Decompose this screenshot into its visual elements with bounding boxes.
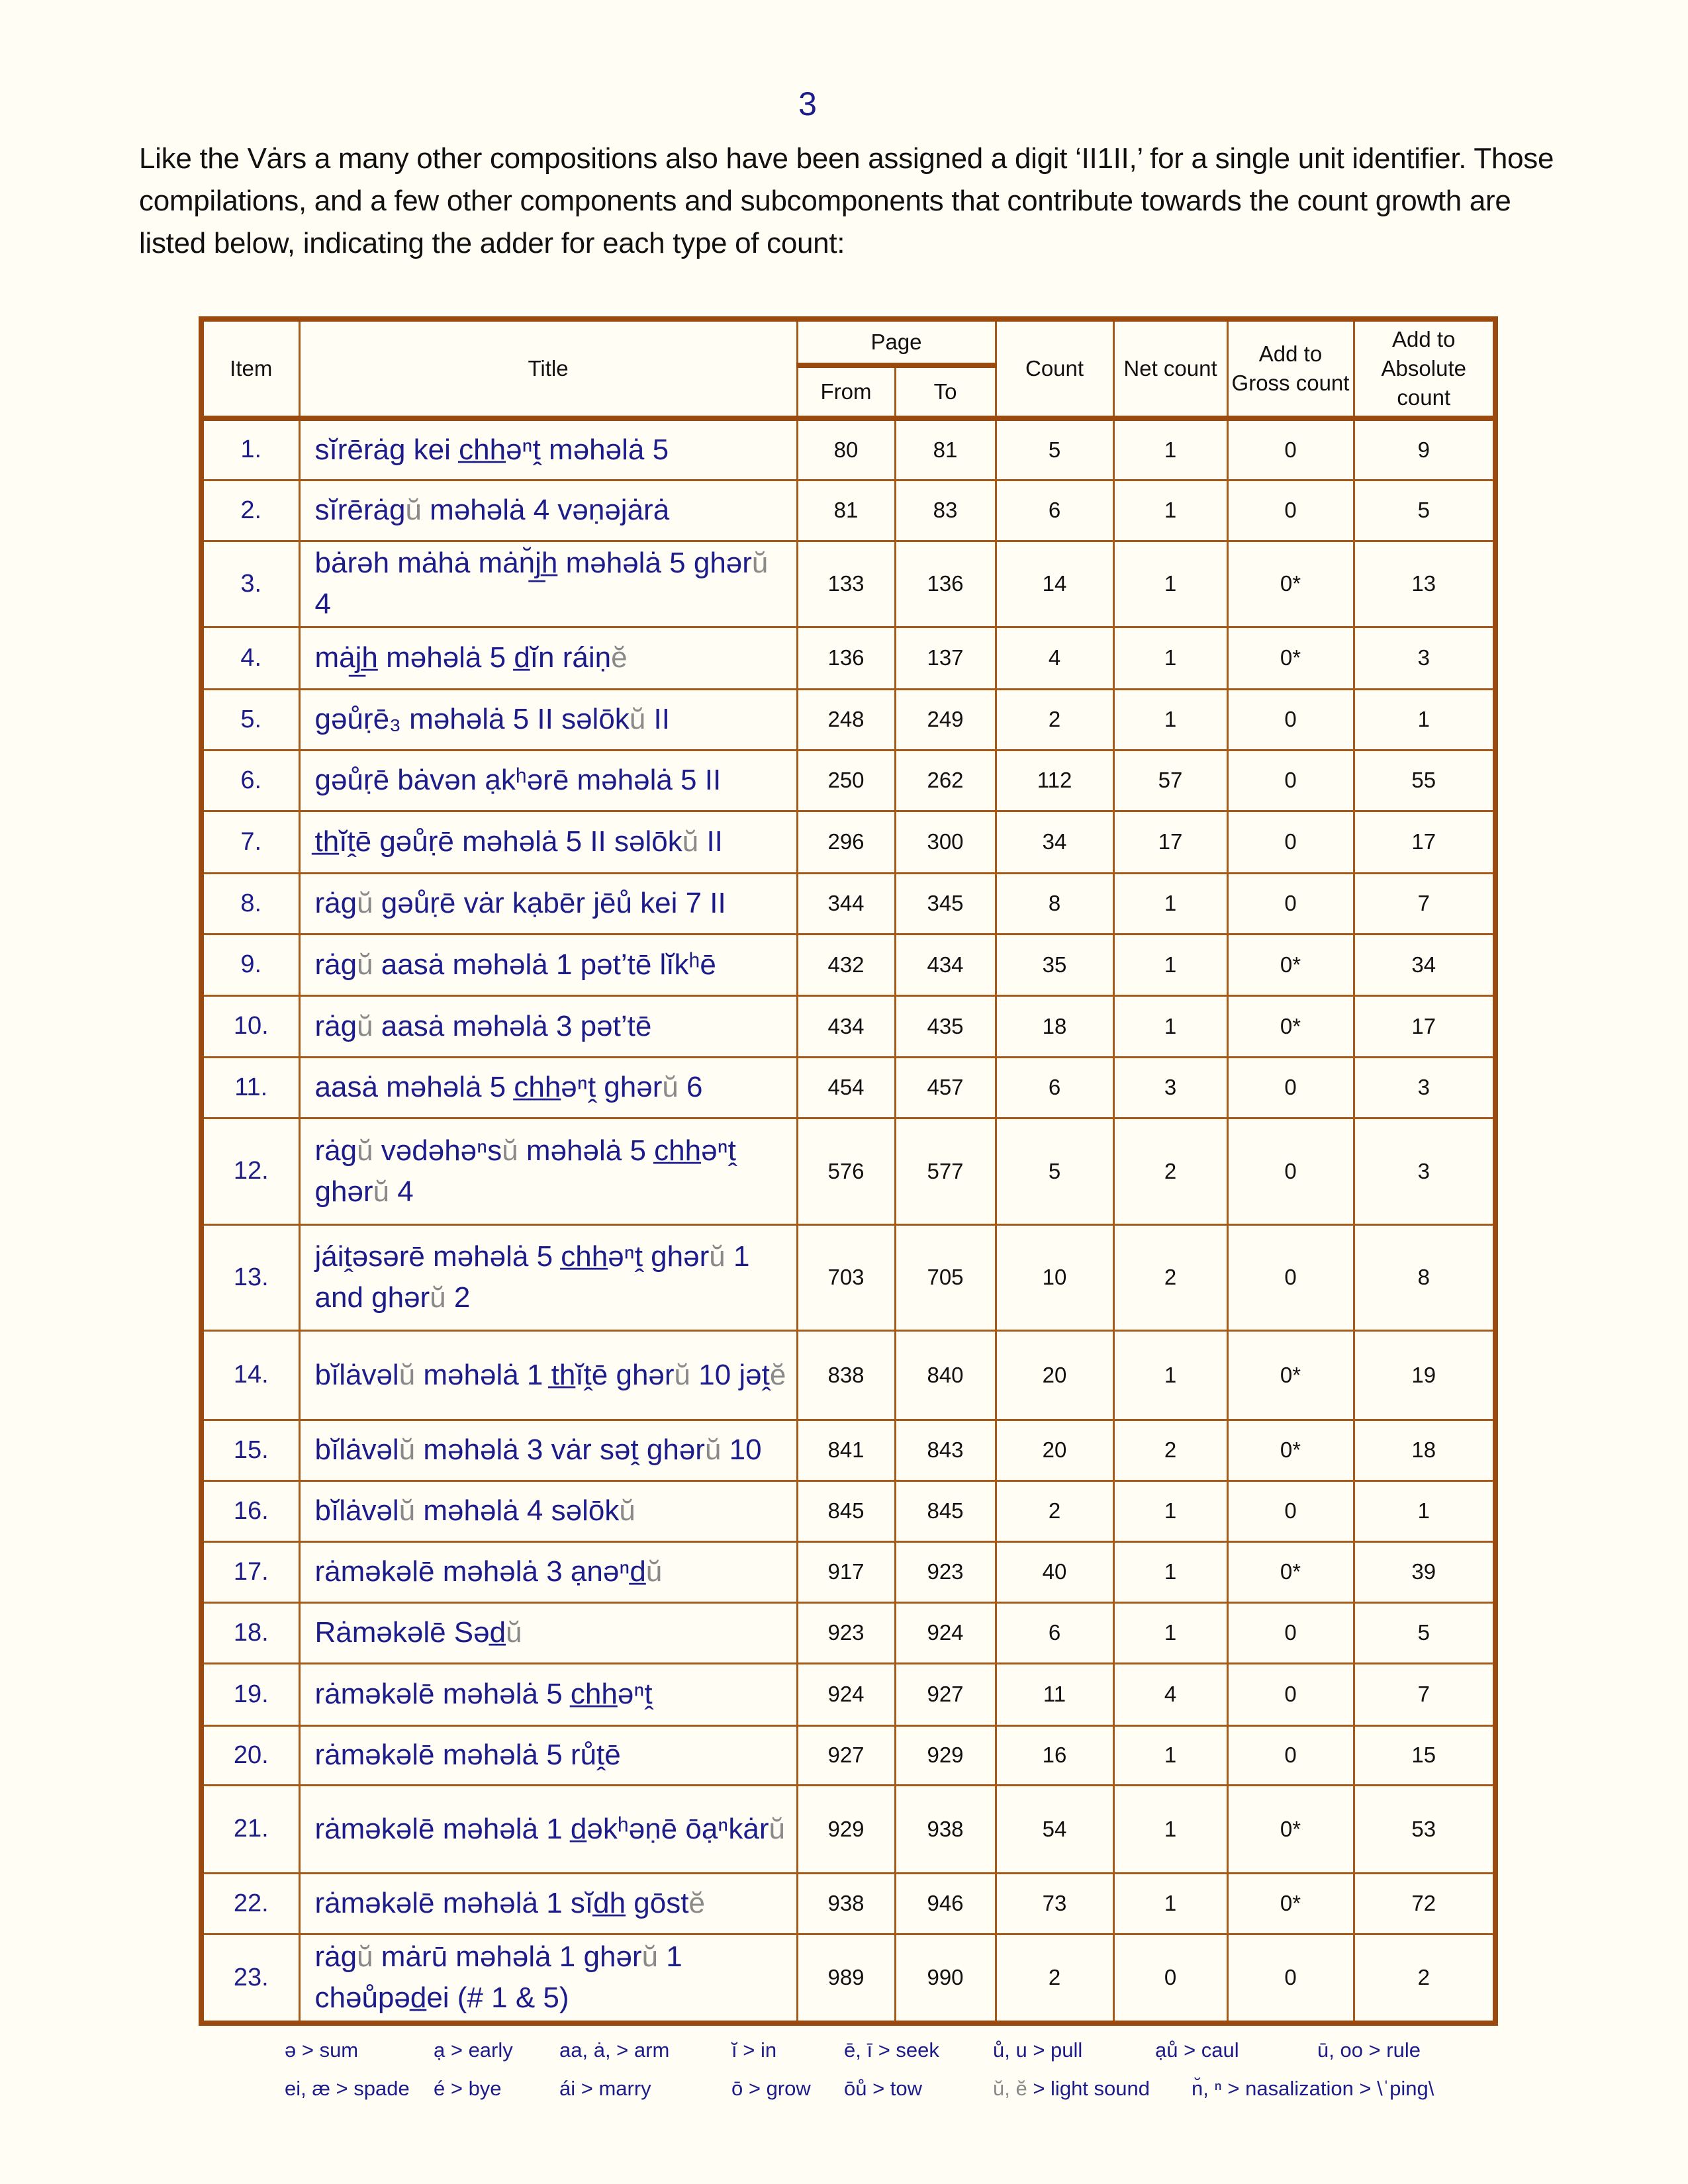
add-gross-value: 0* [1227,541,1354,627]
page-to: 990 [895,1934,996,2023]
composition-title: bȧrəh mȧhȧ mȧn̆j̲h̲ məhəlȧ 5 ghərŭ 4 [299,541,797,627]
composition-title: gəůṛē₃ məhəlȧ 5 II səlōkŭ II [299,689,797,750]
page-to: 577 [895,1118,996,1224]
legend-entry: ĭ > in [731,2038,777,2062]
item-number: 10. [201,995,299,1057]
light-sound-glyph: ŭ [662,1071,679,1103]
net-count-value: 1 [1113,1330,1227,1420]
header-from: From [797,365,895,418]
item-number: 22. [201,1873,299,1934]
add-gross-value: 0 [1227,480,1354,541]
add-absolute-value: 13 [1354,541,1495,627]
add-absolute-value: 17 [1354,995,1495,1057]
light-sound-glyph: ŭ [405,494,422,526]
light-sound-glyph: ŭ [373,1175,390,1208]
add-absolute-value: 2 [1354,1934,1495,2023]
count-value: 18 [996,995,1113,1057]
add-gross-value: 0* [1227,934,1354,995]
page-to: 929 [895,1725,996,1785]
header-title: Title [299,319,797,418]
add-absolute-value: 19 [1354,1330,1495,1420]
table-row [201,1602,1495,1663]
count-value: 10 [996,1224,1113,1330]
composition-title: bĭlȧvəlŭ məhəlȧ 1 t̲h̲ĭṱē ghərŭ 10 jəṱĕ [299,1330,797,1420]
page-to: 457 [895,1057,996,1118]
count-value: 73 [996,1873,1113,1934]
light-sound-glyph: ŭ [399,1494,416,1527]
add-absolute-value: 9 [1354,418,1495,480]
light-sound-glyph: ŭ [704,1433,722,1466]
net-count-value: 1 [1113,995,1227,1057]
net-count-value: 2 [1113,1118,1227,1224]
item-number: 15. [201,1420,299,1480]
add-gross-value: 0 [1227,1725,1354,1785]
item-number: 13. [201,1224,299,1330]
composition-title: rȧgŭ mȧrū məhəlȧ 1 ghərŭ 1 chəůpəd̲ei (# 1 & 5) [299,1934,797,2023]
add-gross-value: 0 [1227,873,1354,934]
page-to: 845 [895,1480,996,1541]
item-number: 8. [201,873,299,934]
net-count-value: 1 [1113,689,1227,750]
add-absolute-value: 18 [1354,1420,1495,1480]
header-to: To [895,365,996,418]
net-count-value: 1 [1113,1785,1227,1873]
page-to: 249 [895,689,996,750]
light-sound-glyph: ŭ [357,887,373,919]
add-gross-value: 0* [1227,1541,1354,1602]
add-absolute-value: 7 [1354,873,1495,934]
item-number: 4. [201,627,299,689]
table-row [201,541,1495,627]
legend-entry: ōů > tow [844,2077,923,2100]
page-from: 136 [797,627,895,689]
item-number: 21. [201,1785,299,1873]
page-from: 838 [797,1330,895,1420]
add-gross-value: 0 [1227,1224,1354,1330]
light-sound-glyph: ŭ [357,1134,373,1167]
count-value: 20 [996,1330,1113,1420]
item-number: 6. [201,750,299,811]
count-value: 34 [996,811,1113,873]
composition-title: mȧj̲h̲ məhəlȧ 5 d̲ĭn ráiṇĕ [299,627,797,689]
intro-paragraph: Like the Vȧrs a many other compositions also have been assigned a digit ‘II1II,’ for a single unit identifier. Those compilations, and a few other components and subcomponents that contribute towards the count growth are listed below, indicating the adder for each type of count: [139,142,1554,259]
page-from: 81 [797,480,895,541]
net-count-value: 1 [1113,1541,1227,1602]
net-count-value: 1 [1113,1602,1227,1663]
page-from: 924 [797,1663,895,1725]
add-absolute-value: 72 [1354,1873,1495,1934]
light-sound-glyph: ŭ [357,1940,373,1974]
legend-entry: é > bye [434,2077,502,2100]
add-absolute-value: 55 [1354,750,1495,811]
table-row [201,1663,1495,1725]
header-net-count: Net count [1113,319,1227,418]
composition-title: rȧməkəlē məhəlȧ 1 sĭd̲h̲ gōstĕ [299,1873,797,1934]
composition-title: rȧməkəlē məhəlȧ 5 růṱē [299,1725,797,1785]
count-value: 35 [996,934,1113,995]
composition-title: rȧgŭ gəůṛē vȧr kạbēr jēů kei 7 II [299,873,797,934]
table-row [201,1224,1495,1330]
page-from: 248 [797,689,895,750]
table-row [201,1785,1495,1873]
net-count-value: 57 [1113,750,1227,811]
page-from: 296 [797,811,895,873]
net-count-value: 1 [1113,873,1227,934]
count-value: 40 [996,1541,1113,1602]
page-from: 938 [797,1873,895,1934]
net-count-value: 2 [1113,1224,1227,1330]
legend-entry: ē, ī > seek [844,2038,939,2062]
light-sound-glyph: ŭ [641,1940,659,1974]
count-value: 2 [996,689,1113,750]
add-absolute-value: 3 [1354,1118,1495,1224]
page-from: 927 [797,1725,895,1785]
add-absolute-value: 17 [1354,811,1495,873]
light-sound-glyph: ŭ [682,825,699,858]
item-number: 17. [201,1541,299,1602]
page-from: 989 [797,1934,895,2023]
add-gross-value: 0 [1227,1118,1354,1224]
table-row [201,873,1495,934]
legend-entry: n̆, ⁿ > nasalization > \ˈping\ [1192,2077,1434,2100]
composition-title: sĭrērȧgŭ məhəlȧ 4 vəṇəjȧrȧ [299,480,797,541]
net-count-value: 1 [1113,480,1227,541]
table-row [201,1420,1495,1480]
table-row [201,480,1495,541]
page-to: 434 [895,934,996,995]
item-number: 11. [201,1057,299,1118]
net-count-value: 0 [1113,1934,1227,2023]
table-row [201,1480,1495,1541]
table-row [201,995,1495,1057]
header-page: Page [797,319,996,365]
page-from: 250 [797,750,895,811]
item-number: 19. [201,1663,299,1725]
add-absolute-value: 39 [1354,1541,1495,1602]
light-sound-glyph: ŭ [399,1358,416,1391]
item-number: 12. [201,1118,299,1224]
page-from: 703 [797,1224,895,1330]
page-to: 840 [895,1330,996,1420]
count-value: 16 [996,1725,1113,1785]
header-item: Item [201,319,299,418]
page-to: 705 [895,1224,996,1330]
item-number: 14. [201,1330,299,1420]
page-to: 946 [895,1873,996,1934]
composition-title: jáiṱəsərē məhəlȧ 5 c̲h̲h̲əⁿṱ ghərŭ 1 and ghərŭ 2 [299,1224,797,1330]
item-number: 5. [201,689,299,750]
count-value: 14 [996,541,1113,627]
count-value: 4 [996,627,1113,689]
light-sound-glyph: ŭ [506,1616,522,1649]
add-absolute-value: 3 [1354,627,1495,689]
net-count-value: 1 [1113,1725,1227,1785]
legend-entry: ei, æ > spade [285,2077,410,2100]
add-absolute-value: 1 [1354,1480,1495,1541]
item-number: 20. [201,1725,299,1785]
count-value: 54 [996,1785,1113,1873]
page-to: 136 [895,541,996,627]
table-header [201,319,1495,418]
count-value: 6 [996,1057,1113,1118]
add-absolute-value: 1 [1354,689,1495,750]
add-gross-value: 0* [1227,1330,1354,1420]
add-gross-value: 0 [1227,1480,1354,1541]
add-gross-value: 0 [1227,418,1354,480]
net-count-value: 1 [1113,541,1227,627]
light-sound-glyph: ŭ [674,1358,691,1391]
add-gross-value: 0 [1227,750,1354,811]
composition-title: rȧgŭ vədəhəⁿsŭ məhəlȧ 5 c̲h̲h̲əⁿṱ ghərŭ 4 [299,1118,797,1224]
page-to: 923 [895,1541,996,1602]
legend-entry: ŭ, ĕ > light sound [993,2077,1150,2100]
legend-entry: aa, ȧ, > arm [559,2038,670,2062]
header-add-gross: Add to Gross count [1227,319,1354,418]
page-to: 927 [895,1663,996,1725]
table-row [201,1541,1495,1602]
add-gross-value: 0 [1227,811,1354,873]
page-from: 576 [797,1118,895,1224]
light-sound-glyph: ŭ [645,1555,663,1588]
composition-title: rȧgŭ aasȧ məhəlȧ 3 pət’tē [299,995,797,1057]
composition-title: rȧgŭ aasȧ məhəlȧ 1 pət’tē lĭkʰē [299,934,797,995]
light-sound-glyph: ŭ [399,1433,416,1466]
page-from: 80 [797,418,895,480]
light-sound-glyph: ŭ [751,547,769,579]
count-value: 11 [996,1663,1113,1725]
legend-entry: ái > marry [559,2077,651,2100]
page-to: 262 [895,750,996,811]
page-from: 434 [797,995,895,1057]
add-gross-value: 0* [1227,995,1354,1057]
light-sound-glyph: ŭ [357,1009,373,1042]
add-gross-value: 0* [1227,627,1354,689]
add-absolute-value: 34 [1354,934,1495,995]
composition-title: aasȧ məhəlȧ 5 c̲h̲h̲əⁿṱ ghərŭ 6 [299,1057,797,1118]
add-gross-value: 0* [1227,1873,1354,1934]
item-number: 2. [201,480,299,541]
count-value: 5 [996,1118,1113,1224]
page-from: 432 [797,934,895,995]
net-count-value: 2 [1113,1420,1227,1480]
net-count-value: 4 [1113,1663,1227,1725]
item-number: 18. [201,1602,299,1663]
item-number: 1. [201,418,299,480]
composition-title: rȧməkəlē məhəlȧ 3 ạnəⁿd̲ŭ [299,1541,797,1602]
page-from: 841 [797,1420,895,1480]
legend-entry: ů, u > pull [993,2038,1083,2062]
count-table [199,316,1498,2026]
net-count-value: 1 [1113,1873,1227,1934]
light-sound-glyph: ŭ [629,703,646,735]
table-row [201,811,1495,873]
composition-title: rȧməkəlē məhəlȧ 1 d̲əkʰəṇē ōạⁿkȧrŭ [299,1785,797,1873]
page-from: 454 [797,1057,895,1118]
composition-title: t̲h̲ĭṱē gəůṛē məhəlȧ 5 II səlōkŭ II [299,811,797,873]
legend-entry: ạů > caul [1155,2038,1239,2062]
add-gross-value: 0* [1227,1420,1354,1480]
table-row [201,934,1495,995]
table-row [201,1873,1495,1934]
header-add-absolute: Add to Absolute count [1354,319,1495,418]
page-from: 344 [797,873,895,934]
composition-title: Rȧməkəlē Səd̲ŭ [299,1602,797,1663]
light-sound-glyph: ŭ [502,1134,518,1167]
legend-entry: ō > grow [731,2077,811,2100]
composition-title: bĭlȧvəlŭ məhəlȧ 3 vȧr səṱ ghərŭ 10 [299,1420,797,1480]
page-from: 917 [797,1541,895,1602]
page-to: 938 [895,1785,996,1873]
net-count-value: 1 [1113,934,1227,995]
count-value: 2 [996,1480,1113,1541]
composition-title: gəůṛē bȧvən ạkʰərē məhəlȧ 5 II [299,750,797,811]
page-from: 929 [797,1785,895,1873]
add-absolute-value: 5 [1354,480,1495,541]
count-value: 112 [996,750,1113,811]
page-to: 300 [895,811,996,873]
count-value: 6 [996,1602,1113,1663]
count-value: 20 [996,1420,1113,1480]
add-gross-value: 0 [1227,1934,1354,2023]
net-count-value: 1 [1113,418,1227,480]
table-body [201,418,1495,2023]
header-count: Count [996,319,1113,418]
table-row [201,1057,1495,1118]
add-absolute-value: 5 [1354,1602,1495,1663]
page-to: 435 [895,995,996,1057]
page-to: 81 [895,418,996,480]
item-number: 23. [201,1934,299,2023]
item-number: 3. [201,541,299,627]
count-value: 6 [996,480,1113,541]
light-sound-glyph: ŭ [709,1240,726,1273]
add-gross-value: 0 [1227,1602,1354,1663]
legend-entry: ə > sum [285,2038,359,2062]
table-row [201,689,1495,750]
light-sound-glyph: ĕ [769,1358,786,1391]
count-value: 8 [996,873,1113,934]
net-count-value: 17 [1113,811,1227,873]
light-sound-glyph: ŭ, ĕ [993,2077,1027,2100]
item-number: 16. [201,1480,299,1541]
composition-title: bĭlȧvəlŭ məhəlȧ 4 səlōkŭ [299,1480,797,1541]
table-row [201,418,1495,480]
page-from: 923 [797,1602,895,1663]
light-sound-glyph: ŭ [769,1812,785,1845]
table-row [201,1934,1495,2023]
net-count-value: 3 [1113,1057,1227,1118]
table-row [201,1330,1495,1420]
add-gross-value: 0 [1227,689,1354,750]
legend-entry: ū, oo > rule [1317,2038,1421,2062]
light-sound-glyph: ĕ [611,641,628,674]
add-gross-value: 0 [1227,1057,1354,1118]
page-to: 843 [895,1420,996,1480]
count-value: 2 [996,1934,1113,2023]
add-gross-value: 0* [1227,1785,1354,1873]
add-absolute-value: 7 [1354,1663,1495,1725]
composition-title: rȧməkəlē məhəlȧ 5 c̲h̲h̲əⁿṱ [299,1663,797,1725]
net-count-value: 1 [1113,1480,1227,1541]
page-to: 924 [895,1602,996,1663]
page-to: 137 [895,627,996,689]
legend-entry: ạ > early [434,2038,513,2062]
add-absolute-value: 8 [1354,1224,1495,1330]
table-row [201,1118,1495,1224]
page-to: 83 [895,480,996,541]
table-row [201,750,1495,811]
composition-title: sĭrērȧg kei c̲h̲h̲əⁿṱ məhəlȧ 5 [299,418,797,480]
add-absolute-value: 15 [1354,1725,1495,1785]
page-number: 3 [798,85,817,122]
add-absolute-value: 3 [1354,1057,1495,1118]
page-to: 345 [895,873,996,934]
item-number: 9. [201,934,299,995]
light-sound-glyph: ŭ [430,1281,446,1314]
page-from: 845 [797,1480,895,1541]
light-sound-glyph: ŭ [357,948,373,981]
table-row [201,1725,1495,1785]
add-gross-value: 0 [1227,1663,1354,1725]
light-sound-glyph: ĕ [688,1887,705,1919]
table-row [201,627,1495,689]
add-absolute-value: 53 [1354,1785,1495,1873]
page-from: 133 [797,541,895,627]
count-value: 5 [996,418,1113,480]
light-sound-glyph: ŭ [619,1494,635,1527]
net-count-value: 1 [1113,627,1227,689]
item-number: 7. [201,811,299,873]
